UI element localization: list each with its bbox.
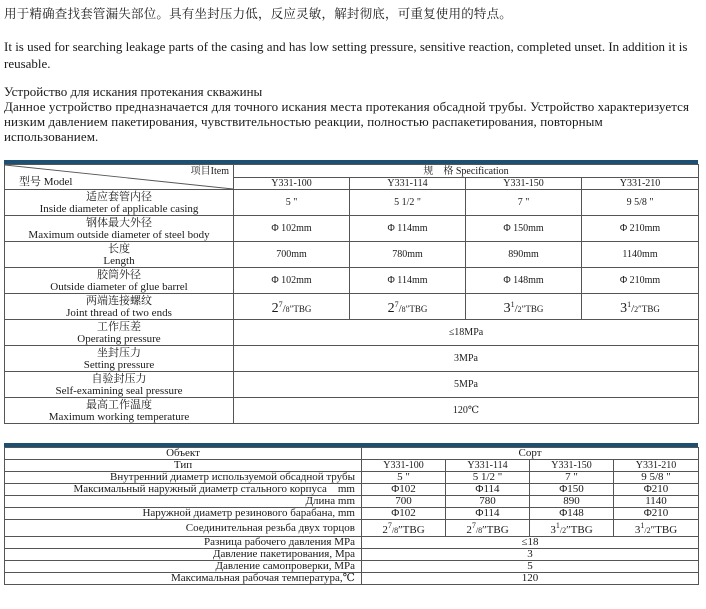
thread-den: 8 xyxy=(285,304,290,314)
row-label-cn: 坐封压力 xyxy=(97,346,141,359)
merged-row xyxy=(5,398,699,424)
row-label-en: Self-examining seal pressure xyxy=(55,384,183,397)
row-label: Наружной диаметр резинового барабана, mm xyxy=(5,508,362,520)
row-label xyxy=(5,372,234,398)
sort-header: Сорт xyxy=(362,448,699,460)
row-label: Максимальный наружный диаметр стального корпуса mm xyxy=(5,484,362,496)
row-label-cn: 胶筒外径 xyxy=(97,268,141,281)
cell: 5 1/2 " xyxy=(350,190,466,216)
cell: Φ114 xyxy=(446,484,530,496)
cell: Φ 210mm xyxy=(582,268,699,294)
row-label-en: Joint thread of two ends xyxy=(66,306,172,319)
row-label-en: Maximum outside diameter of steel body xyxy=(28,228,210,241)
cell: Φ 114mm xyxy=(350,216,466,242)
cell: 9 5/8 " xyxy=(582,190,699,216)
thread-row xyxy=(5,294,699,320)
merged-row xyxy=(5,561,699,573)
cell: 9 5/8 " xyxy=(614,472,699,484)
thread-cell xyxy=(234,294,350,320)
row-label: Разница рабочего давления MPa xyxy=(5,537,362,549)
table-row xyxy=(5,484,699,496)
corner-model-label: 型号 Model xyxy=(19,176,73,188)
thread-den: 8 xyxy=(394,526,399,535)
merged-cell: 3MPa xyxy=(234,346,699,372)
row-label xyxy=(5,268,234,294)
cell: Φ148 xyxy=(530,508,614,520)
thread-den: 2 xyxy=(517,304,522,314)
thread-num: 1 xyxy=(555,521,560,530)
thread-cell xyxy=(446,520,530,537)
thread-suffix: ″TBG xyxy=(482,524,509,536)
row-label xyxy=(5,398,234,424)
row-label xyxy=(5,216,234,242)
row-label-cn: 适应套管内径 xyxy=(86,190,152,203)
row-label-cn: 最高工作温度 xyxy=(86,398,152,411)
object-header: Объект xyxy=(5,448,362,460)
row-label: Давление пакетирования, Mpa xyxy=(5,549,362,561)
cell: Φ 114mm xyxy=(350,268,466,294)
intro-chinese: 用于精确查找套管漏失部位。具有坐封压力低，反应灵敏，解封彻底，可重复使用的特点。 xyxy=(4,6,513,21)
row-label xyxy=(5,294,234,320)
table-row xyxy=(5,472,699,484)
thread-row xyxy=(5,520,699,537)
thread-whole: 2 xyxy=(382,524,388,536)
merged-cell: 5MPa xyxy=(234,372,699,398)
thread-suffix: ″TBG xyxy=(405,303,428,314)
thread-num: 7 xyxy=(394,299,399,309)
table-row xyxy=(5,216,699,242)
row-label: Максимальная рабочая температура,℃ xyxy=(5,573,362,585)
thread-den: 2 xyxy=(646,526,651,535)
thread-whole: 2 xyxy=(466,524,472,536)
cell: 1140 xyxy=(614,496,699,508)
thread-den: 8 xyxy=(401,304,406,314)
cell: 1140mm xyxy=(582,242,699,268)
spec-header: 规 格 Specification xyxy=(234,165,699,178)
cell: Φ114 xyxy=(446,508,530,520)
thread-cell xyxy=(466,294,582,320)
merged-row xyxy=(5,537,699,549)
cell: 7 " xyxy=(466,190,582,216)
table-row xyxy=(5,190,699,216)
thread-whole: 2 xyxy=(387,300,395,316)
thread-den: 2 xyxy=(634,304,639,314)
merged-cell: 120℃ xyxy=(234,398,699,424)
table-row xyxy=(5,242,699,268)
row-label-en: Operating pressure xyxy=(77,332,161,345)
merged-cell: ≤18 xyxy=(362,537,699,549)
model-y331-114: Y331-114 xyxy=(350,178,466,190)
row-label xyxy=(5,346,234,372)
cell: Φ102 xyxy=(362,508,446,520)
model-y331-210: Y331-210 xyxy=(582,178,699,190)
cell: Φ 148mm xyxy=(466,268,582,294)
row-label: Соединительная резьба двух торцов xyxy=(5,520,362,537)
thread-suffix: ″TBG xyxy=(289,303,312,314)
cell: 890 xyxy=(530,496,614,508)
row-label-cn: 长度 xyxy=(108,242,130,255)
cell: Φ150 xyxy=(530,484,614,496)
row-label: Внутренний диаметр используемой обсадной трубы xyxy=(5,472,362,484)
cell: 780mm xyxy=(350,242,466,268)
thread-num: 1 xyxy=(627,299,632,309)
intro-english: It is used for searching leakage parts of the casing and has low setting pressure, sensitive reaction, completed unset. In addition it is reusable. xyxy=(4,39,688,71)
row-label-cn: 工作压差 xyxy=(97,320,141,333)
row-label xyxy=(5,320,234,346)
thread-slash: / xyxy=(514,302,518,315)
intro-russian-heading: Устройство для искания протекания скважины xyxy=(4,84,263,99)
row-label xyxy=(5,242,234,268)
thread-slash: / xyxy=(644,526,647,535)
merged-row xyxy=(5,346,699,372)
thread-slash: / xyxy=(391,526,395,535)
thread-slash: / xyxy=(559,526,563,535)
cell: Φ 102mm xyxy=(234,216,350,242)
cell: 5 " xyxy=(234,190,350,216)
row-label-en: Outside diameter of glue barrel xyxy=(50,280,188,293)
merged-row xyxy=(5,372,699,398)
row-label: Давление самопроверки, MPa xyxy=(5,561,362,573)
table1-corner-cell xyxy=(5,165,234,190)
thread-whole: 3 xyxy=(503,300,511,316)
model-y331-100: Y331-100 xyxy=(362,460,446,472)
merged-row xyxy=(5,573,699,585)
cell: 5 1/2 " xyxy=(446,472,530,484)
cell: 890mm xyxy=(466,242,582,268)
thread-slash: / xyxy=(475,526,479,535)
row-label-en: Inside diameter of applicable casing xyxy=(39,202,199,215)
spec-table-cn-en xyxy=(4,164,699,424)
row-label: Длина mm xyxy=(5,496,362,508)
row-label xyxy=(5,190,234,216)
thread-num: 7 xyxy=(278,299,283,309)
thread-slash: / xyxy=(282,302,286,315)
thread-whole: 3 xyxy=(620,300,628,316)
cell: Φ210 xyxy=(614,484,699,496)
thread-suffix: ″TBG xyxy=(638,303,660,314)
thread-suffix: ″TBG xyxy=(650,524,678,536)
thread-num: 1 xyxy=(640,521,645,530)
type-header: Тип xyxy=(5,460,362,472)
cell: Φ102 xyxy=(362,484,446,496)
cell: Φ 210mm xyxy=(582,216,699,242)
thread-cell xyxy=(362,520,446,537)
row-label-en: Setting pressure xyxy=(83,358,155,371)
thread-cell xyxy=(582,294,699,320)
thread-slash: / xyxy=(398,302,402,315)
cell: 700mm xyxy=(234,242,350,268)
corner-item-label: 项目Item xyxy=(190,166,229,177)
cell: Φ 102mm xyxy=(234,268,350,294)
merged-cell: 3 xyxy=(362,549,699,561)
thread-whole: 3 xyxy=(550,524,556,536)
thread-suffix: ″TBG xyxy=(566,524,593,536)
cell: Φ 150mm xyxy=(466,216,582,242)
cell: 700 xyxy=(362,496,446,508)
thread-whole: 3 xyxy=(634,524,641,536)
merged-row xyxy=(5,320,699,346)
cell: 780 xyxy=(446,496,530,508)
cell: Φ210 xyxy=(614,508,699,520)
row-label-en: Maximum working temperature xyxy=(48,410,190,423)
cell: 7 " xyxy=(530,472,614,484)
thread-den: 2 xyxy=(562,526,567,535)
merged-cell: 5 xyxy=(362,561,699,573)
thread-num: 7 xyxy=(387,521,392,530)
thread-whole: 2 xyxy=(271,300,279,316)
row-label-en: Length xyxy=(103,254,135,267)
thread-num: 7 xyxy=(471,521,476,530)
row-label-cn: 两端连接螺纹 xyxy=(86,294,152,307)
thread-cell xyxy=(350,294,466,320)
row-label-cn: 自验封压力 xyxy=(91,372,147,385)
model-y331-100: Y331-100 xyxy=(234,178,350,190)
thread-cell xyxy=(614,520,699,537)
thread-den: 8 xyxy=(478,526,483,535)
thread-cell xyxy=(530,520,614,537)
model-y331-210: Y331-210 xyxy=(614,460,699,472)
thread-suffix: ″TBG xyxy=(521,303,544,314)
thread-slash: / xyxy=(631,302,635,315)
merged-cell: ≤18MPa xyxy=(234,320,699,346)
table-row xyxy=(5,508,699,520)
table-row xyxy=(5,268,699,294)
table-row xyxy=(5,496,699,508)
model-y331-150: Y331-150 xyxy=(530,460,614,472)
thread-num: 1 xyxy=(510,299,515,309)
cell: 5 " xyxy=(362,472,446,484)
spec-table-ru xyxy=(4,447,699,585)
merged-row xyxy=(5,549,699,561)
model-y331-114: Y331-114 xyxy=(446,460,530,472)
merged-cell: 120 xyxy=(362,573,699,585)
intro-russian: Данное устройство предназначается для точного искания места протекания обсадной трубы. Устройство характеризуется низким давлением пакетирования, чувствительностью реакции, полностью распакетирования, повторным использованием. xyxy=(4,99,690,144)
thread-suffix: ″TBG xyxy=(398,524,425,536)
row-label-cn: 钢体最大外径 xyxy=(86,216,152,229)
model-y331-150: Y331-150 xyxy=(466,178,582,190)
